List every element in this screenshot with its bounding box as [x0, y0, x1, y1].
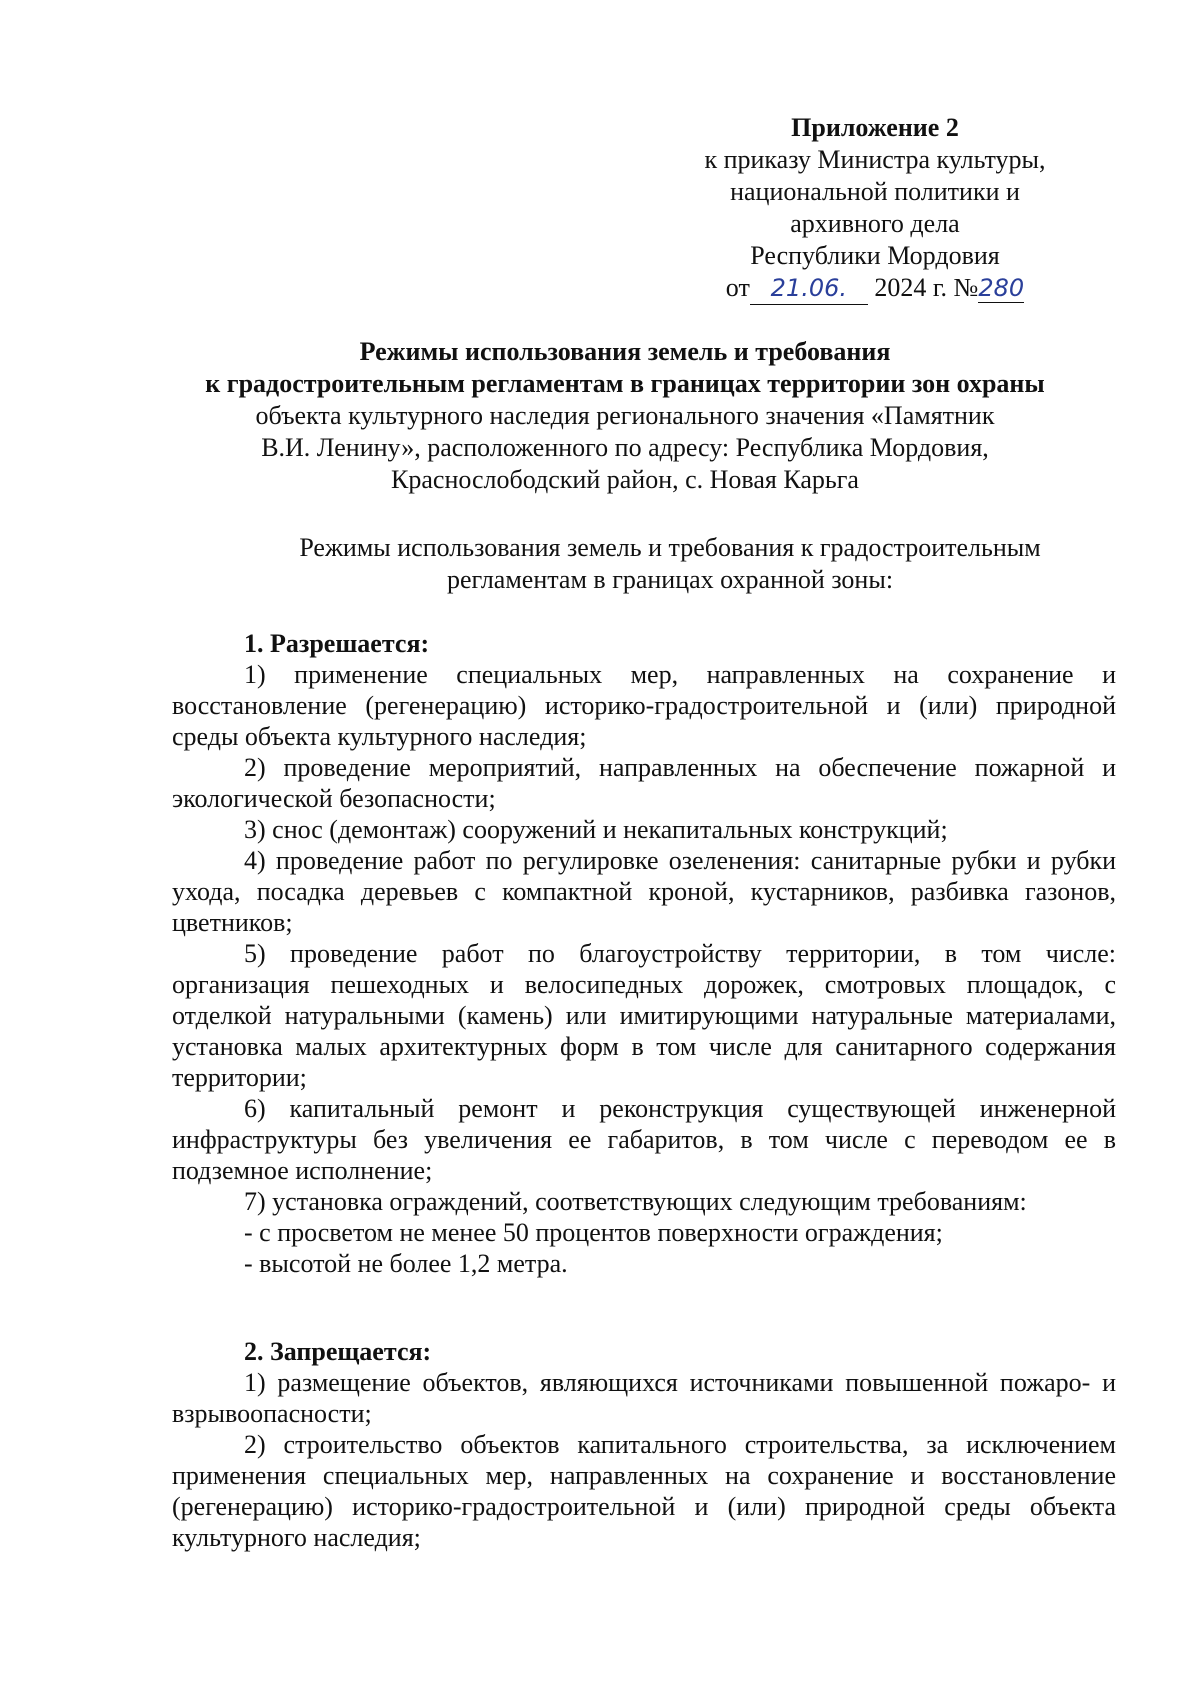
list-item: 3) снос (демонтаж) сооружений и некапитальных конструкций;	[244, 815, 948, 844]
title-bold-line: к градостроительным регламентам в границах территории зон охраны	[205, 369, 1045, 398]
appendix-line: Республики Мордовия	[750, 241, 1000, 270]
list-item: 1) размещение объектов, являющихся источниками повышенной пожаро- и взрывоопасности;	[172, 1368, 1116, 1428]
appendix-title: Приложение 2	[791, 113, 959, 142]
appendix-line: архивного дела	[790, 209, 960, 238]
section-heading: 2. Запрещается:	[244, 1337, 432, 1366]
order-year: 2024 г. №	[874, 273, 979, 302]
handwritten-order-number: 280	[978, 274, 1025, 302]
list-item: 5) проведение работ по благоустройству территории, в том числе: организация пешеходных и велосипедных дорожек, смотровых площадок, с отделкой натуральными (камень) или имитирующими натуральные материалами, установка малых архитектурных форм в том числе для санитарного содержания территории;	[172, 939, 1116, 1092]
dash-item: - с просветом не менее 50 процентов поверхности ограждения;	[244, 1218, 943, 1247]
title-bold-line: Режимы использования земель и требования	[359, 337, 891, 366]
list-item: 4) проведение работ по регулировке озеленения: санитарные рубки и рубки ухода, посадка деревьев с компактной кроной, кустарников, разбивка газонов, цветников;	[172, 846, 1116, 937]
order-date-line	[640, 272, 1110, 305]
section-prohibited	[172, 1336, 1116, 1553]
appendix-header	[640, 112, 1110, 305]
section-heading: 1. Разрешается:	[244, 629, 430, 658]
date-prefix: от	[725, 273, 750, 302]
list-item: 1) применение специальных мер, направленных на сохранение и восстановление (регенерацию) историко-градостроительной и (или) природной среды объекта культурного наследия;	[172, 660, 1116, 751]
zone-subheading: Режимы использования земель и требования к градостроительным регламентам в границах охранной зоны:	[299, 533, 1041, 594]
list-item: 2) строительство объектов капитального строительства, за исключением применения специальных мер, направленных на сохранение и восстановление (регенерацию) историко-градостроительной и (или) природной среды объекта культурного наследия;	[172, 1430, 1116, 1552]
dash-item: - высотой не более 1,2 метра.	[244, 1249, 568, 1278]
list-item: 2) проведение мероприятий, направленных на обеспечение пожарной и экологической безопасности;	[172, 753, 1116, 813]
handwritten-date: 21.06.	[750, 272, 868, 305]
list-item: 6) капитальный ремонт и реконструкция существующей инженерной инфраструктуры без увеличения ее габаритов, в том числе с переводом ее в подземное исполнение;	[172, 1094, 1116, 1185]
title-description: объекта культурного наследия регионального значения «Памятник В.И. Ленину», расположенного по адресу: Республика Мордовия, Краснослободский район, с. Новая Карьга	[255, 401, 995, 494]
list-item: 7) установка ограждений, соответствующих следующим требованиям:	[244, 1187, 1027, 1216]
document-title	[160, 336, 1090, 496]
section-allowed	[172, 628, 1116, 1279]
appendix-line: национальной политики и	[730, 177, 1020, 206]
appendix-line: к приказу Министра культуры,	[704, 145, 1046, 174]
